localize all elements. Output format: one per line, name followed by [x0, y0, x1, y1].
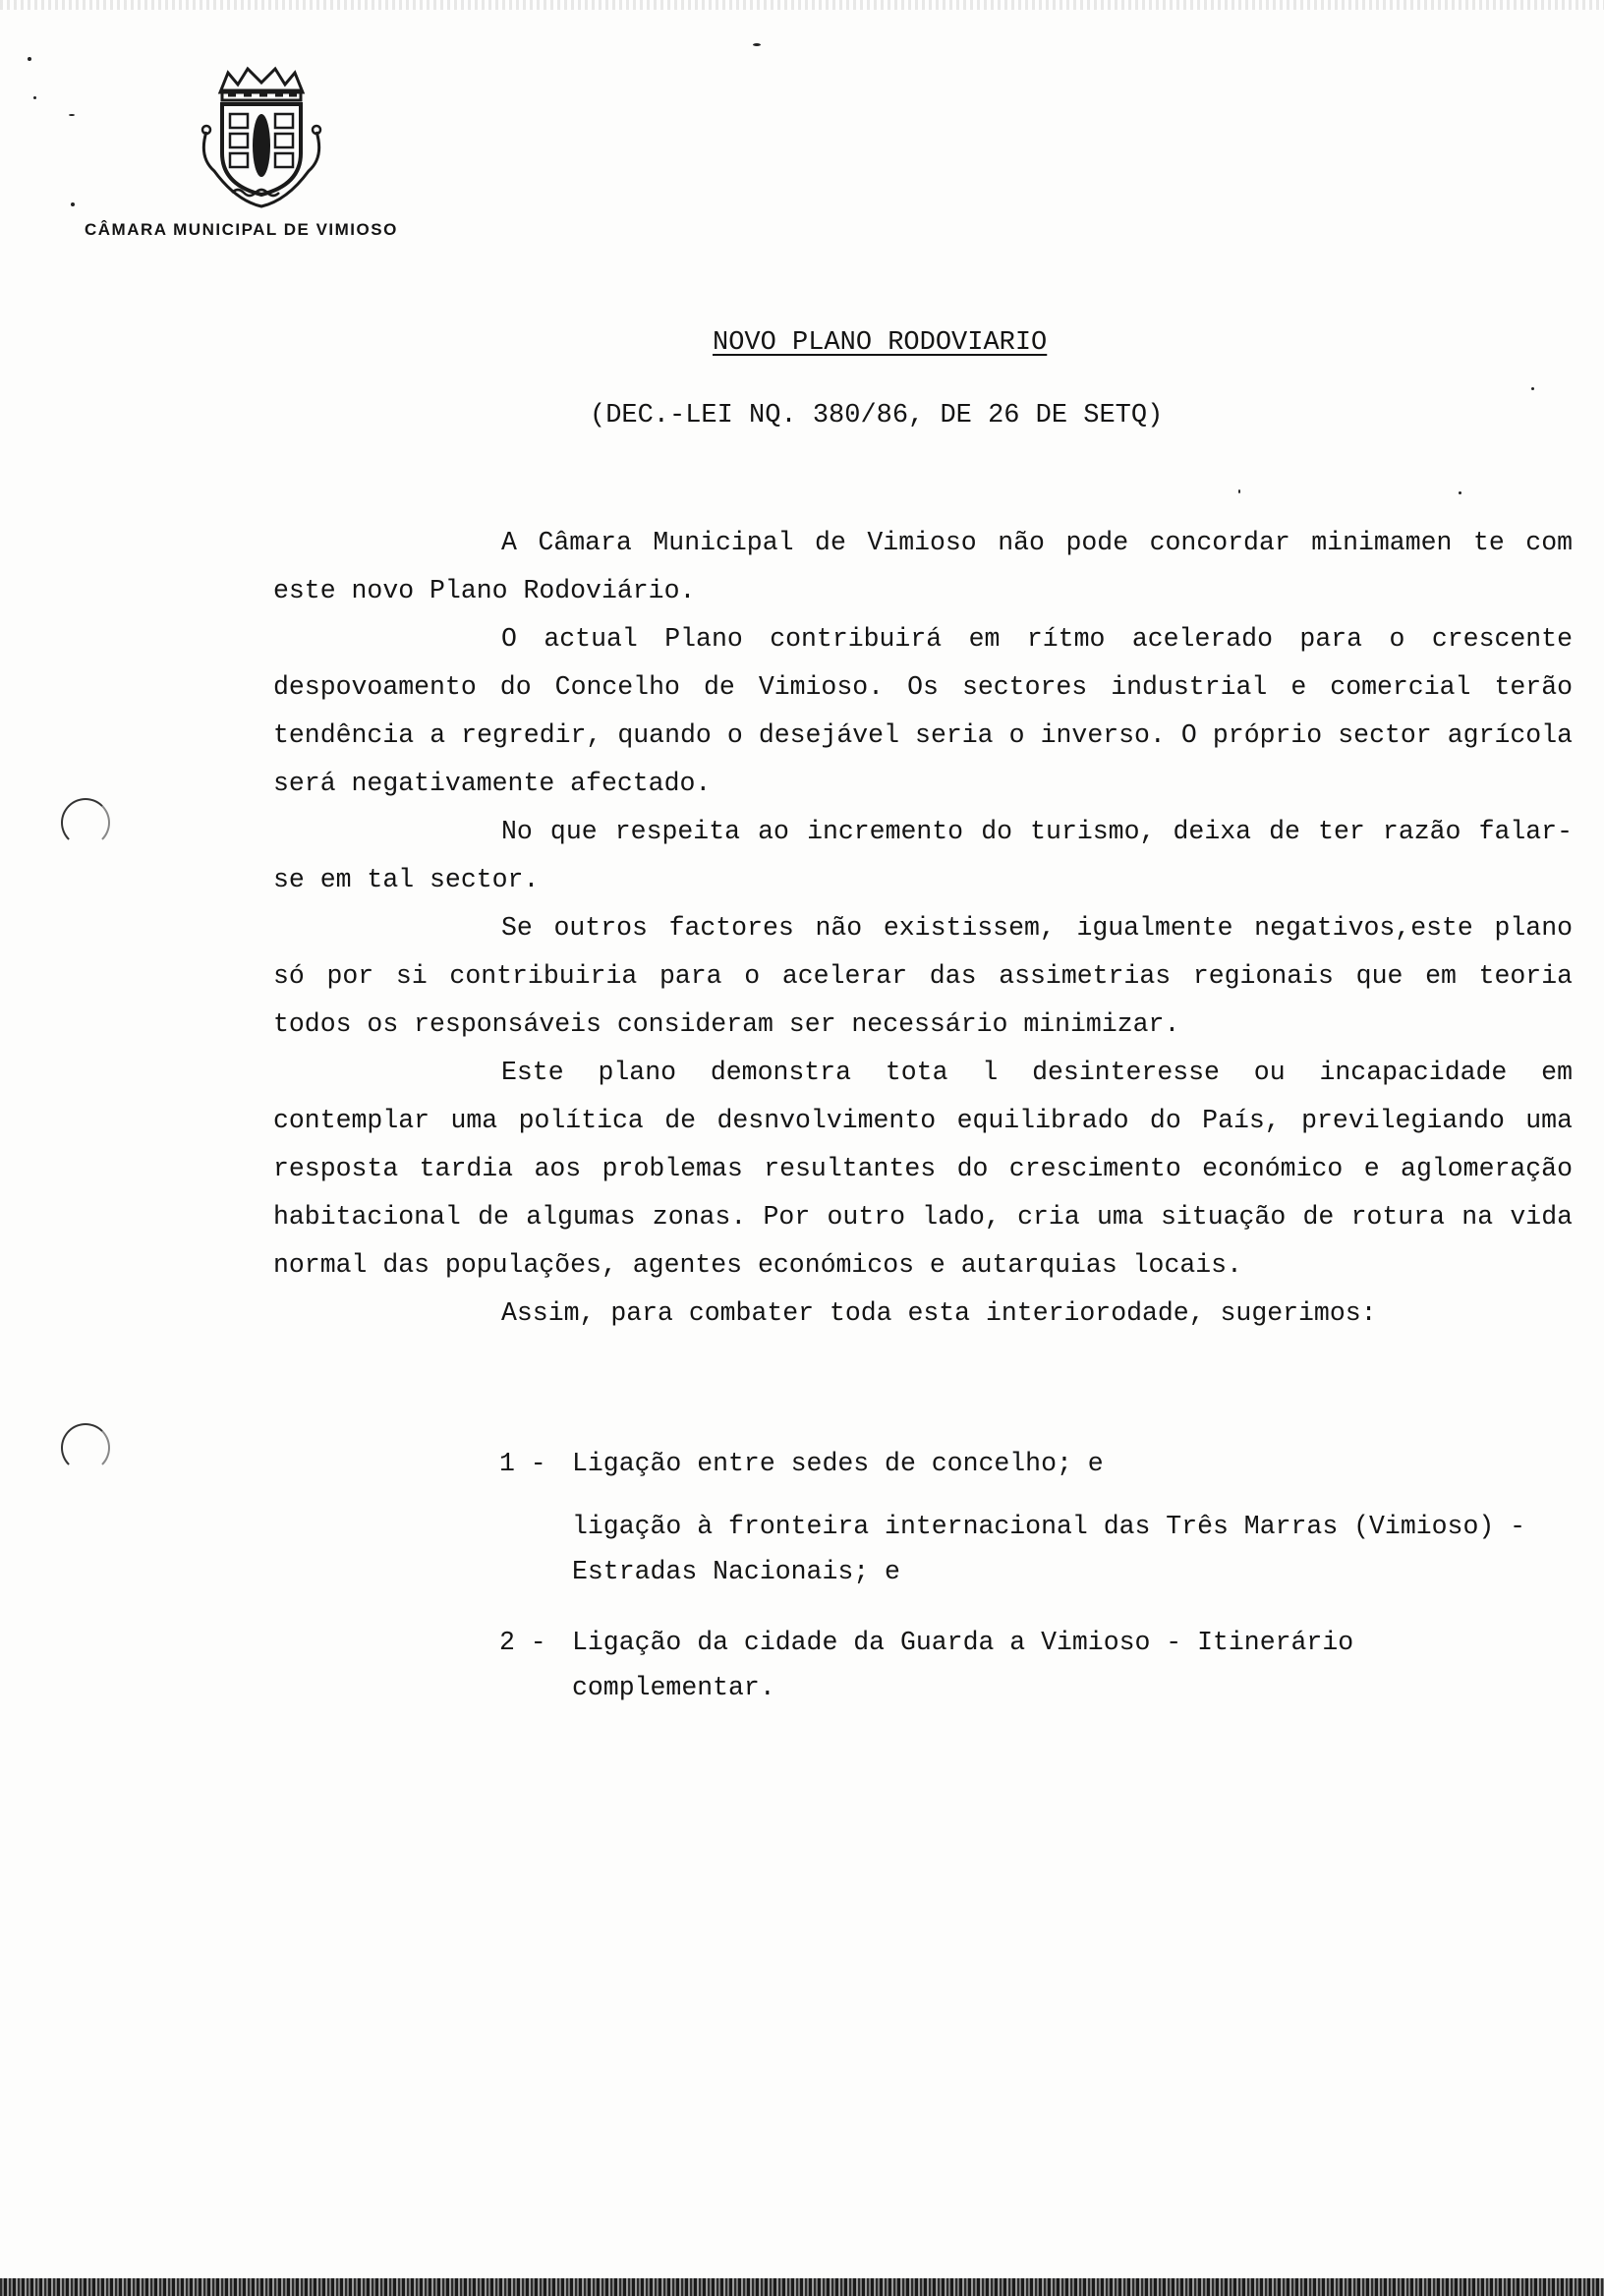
scan-speck [28, 57, 31, 61]
document-body [273, 519, 1573, 1338]
scan-speck [1238, 489, 1240, 493]
paragraph: Se outros factores não existissem, igualmente negativos,este plano só por si contribuiria para o acelerar das assimetrias regionais que em teoria todos os responsáveis consideram ser necessário minimizar. [273, 913, 1573, 1039]
paragraph: A Câmara Municipal de Vimioso não pode concordar minimamen te com este novo Plano Rodoviário. [273, 528, 1573, 605]
municipal-coat-of-arms-icon [193, 63, 330, 210]
list-item-number: 2 - [499, 1628, 546, 1657]
scan-speck [753, 43, 761, 46]
list-item-text: ligação à fronteira internacional das Três Marras (Vimioso) - Estradas Nacionais; e [572, 1512, 1526, 1586]
scan-speck [1531, 387, 1534, 390]
paragraph: Este plano demonstra tota l desinteresse ou incapacidade em contemplar uma política de desnvolvimento equilibrado do País, previlegiando uma resposta tardia aos problemas resultantes do crescimento económico e aglomeração habitacional de algumas zonas. Por outro lado, cria uma situação de rotura na vida normal das populações, agentes económicos e autarquias locais. [273, 1058, 1573, 1280]
organization-name: CÂMARA MUNICIPAL DE VIMIOSO [85, 220, 398, 239]
document-subtitle: (DEC.-LEI NQ. 380/86, DE 26 DE SETQ) [590, 401, 1164, 430]
list-item [499, 1441, 1571, 1486]
scan-speck [71, 202, 75, 206]
paragraph: O actual Plano contribuirá em rítmo acelerado para o crescente despovoamento do Concelho de Vimioso. Os sectores industrial e comercial terão tendência a regredir, quando o desejável seria o inverso. O próprio sector agrícola será negativamente afectado. [273, 624, 1573, 798]
scan-edge-top [0, 0, 1604, 10]
scan-speck [1459, 491, 1461, 494]
paragraph: Assim, para combater toda esta interiorodade, sugerimos: [501, 1298, 1377, 1328]
paragraph: No que respeita ao incremento do turismo, deixa de ter razão falar-se em tal sector. [273, 817, 1573, 894]
list-item-number: 1 - [499, 1449, 546, 1478]
punch-hole [61, 798, 110, 847]
scan-speck [33, 96, 36, 99]
list-item-text: Ligação entre sedes de concelho; e [572, 1449, 1104, 1478]
punch-hole [61, 1423, 110, 1472]
list-item-continuation [499, 1504, 1571, 1594]
document-title: NOVO PLANO RODOVIARIO [713, 328, 1048, 358]
scan-edge-bottom [0, 2278, 1604, 2296]
scan-speck [69, 114, 75, 116]
list-item [499, 1620, 1571, 1710]
list-item-text: Ligação da cidade da Guarda a Vimioso - Itinerário complementar. [572, 1628, 1354, 1702]
suggestions-list [499, 1441, 1571, 1710]
